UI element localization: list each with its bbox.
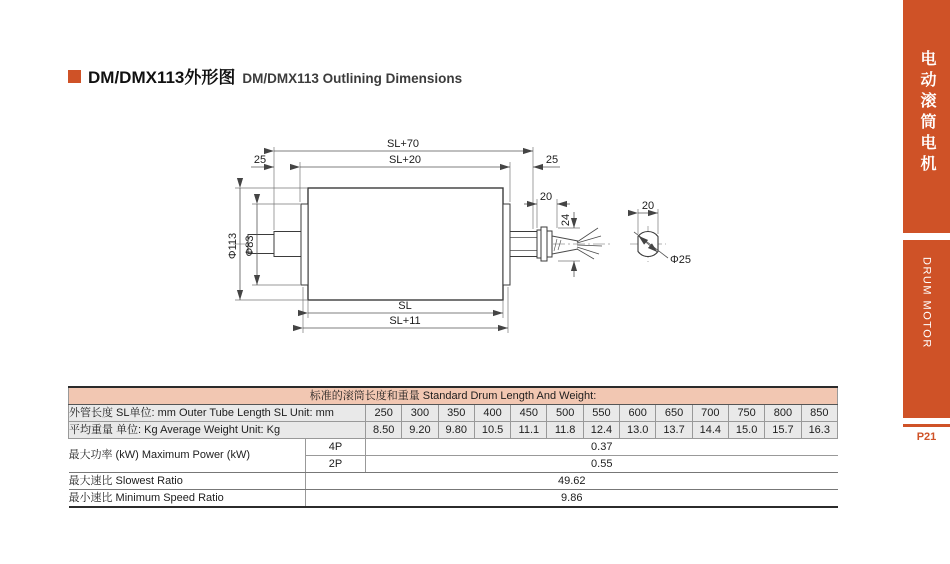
weight-label: 平均重量 单位: Kg Average Weight Unit: Kg: [69, 422, 366, 439]
page-title-chinese: DM/DMX113外形图: [88, 68, 236, 87]
weight-cell: 11.8: [547, 422, 583, 439]
dim-drum-diameter: Φ113: [227, 232, 239, 260]
weight-cell: 12.4: [583, 422, 619, 439]
table-title: 标准的滚筒长度和重量 Standard Drum Length And Weight:: [69, 387, 838, 405]
length-cell: 750: [728, 405, 764, 422]
average-weight-row: [69, 422, 838, 439]
weight-cell: 16.3: [801, 422, 837, 439]
slowest-ratio-value: 49.62: [306, 473, 838, 490]
sidebar-category-chinese: 电动滚筒电机: [918, 50, 935, 176]
dim-shaft-diameter: Φ25: [670, 254, 692, 266]
dim-sl-plus-11: SL+11: [389, 315, 421, 327]
weight-cell: 14.4: [692, 422, 728, 439]
slowest-ratio-label: 最大速比 Slowest Ratio: [69, 473, 306, 490]
page-number: P21: [916, 431, 937, 443]
min-speed-ratio-value: 9.86: [561, 491, 583, 504]
right-shaft-cable-gland: [510, 227, 578, 261]
weight-cell: 11.1: [511, 422, 547, 439]
dim-sl-plus-20: SL+20: [388, 154, 422, 166]
dim-offset-right: 25: [545, 154, 559, 166]
dim-shaft-flat-width: 20: [641, 200, 655, 212]
length-cell: 500: [547, 405, 583, 422]
weight-cell: 13.7: [656, 422, 692, 439]
weight-cell: 8.50: [366, 422, 402, 439]
standard-drum-length-weight-table: [68, 386, 838, 508]
cable-wires: [577, 228, 602, 259]
length-cell: 650: [656, 405, 692, 422]
dim-sl-plus-70: SL+70: [386, 138, 420, 150]
page-title-english: DM/DMX113 Outlining Dimensions: [242, 71, 463, 86]
length-cell: 550: [583, 405, 619, 422]
power-2p-value: 0.55: [366, 456, 838, 473]
dim-gland-diameter: 24: [560, 213, 572, 227]
weight-cell: 15.0: [728, 422, 764, 439]
length-cell: 700: [692, 405, 728, 422]
dim-offset-left: 25: [253, 154, 267, 166]
length-cell: 300: [402, 405, 438, 422]
sidebar-tab-drum-motor[interactable]: [903, 240, 950, 418]
tube-length-label: 外管长度 SL单位: mm Outer Tube Length SL Unit: mm: [69, 405, 366, 422]
weight-cell: 10.5: [474, 422, 510, 439]
min-speed-ratio-row: [69, 490, 838, 508]
weight-cell: 15.7: [765, 422, 801, 439]
length-cell: 400: [474, 405, 510, 422]
table-header-row: [69, 387, 838, 405]
max-power-4p-row: [69, 439, 838, 456]
dim-sl: SL: [398, 300, 412, 312]
max-power-label: 最大功率 (kW) Maximum Power (kW): [69, 439, 306, 473]
tube-length-row: [69, 405, 838, 422]
min-speed-ratio-label: 最小速比 Minimum Speed Ratio: [69, 490, 306, 508]
sidebar-category-english: DRUM MOTOR: [920, 257, 933, 349]
length-cell: 450: [511, 405, 547, 422]
length-cell: 600: [620, 405, 656, 422]
weight-cell: 9.80: [438, 422, 474, 439]
slowest-ratio-row: [69, 473, 838, 490]
weight-cell: 13.0: [620, 422, 656, 439]
dim-gland-length: 20: [539, 191, 553, 203]
sidebar-divider: [903, 424, 950, 427]
sidebar-tab-category[interactable]: [903, 0, 950, 233]
length-cell: 850: [801, 405, 837, 422]
pole-4p-label: 4P: [306, 439, 366, 456]
power-4p-value: 0.37: [366, 439, 838, 456]
shaft-cross-section: [630, 209, 668, 262]
pole-2p-label: 2P: [306, 456, 366, 473]
length-cell: 250: [366, 405, 402, 422]
weight-cell: 9.20: [402, 422, 438, 439]
drum-body: [301, 188, 510, 300]
length-cell: 350: [438, 405, 474, 422]
length-cell: 800: [765, 405, 801, 422]
dim-hub-diameter: Φ83: [244, 235, 256, 257]
